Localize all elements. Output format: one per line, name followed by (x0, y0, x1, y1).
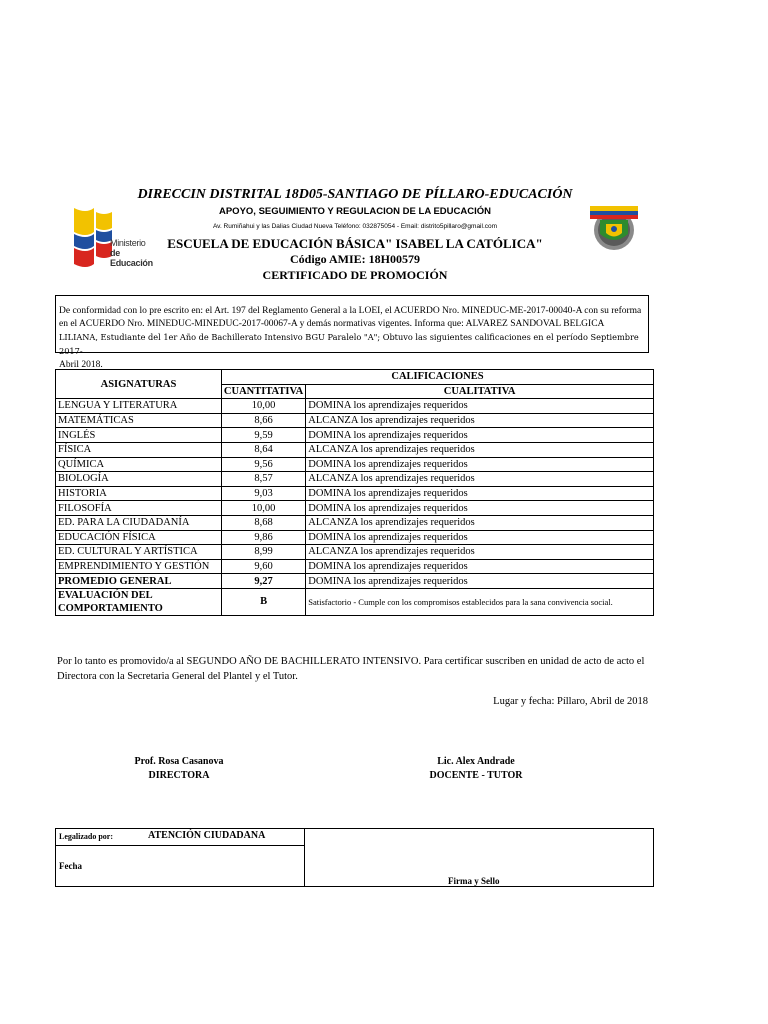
subject-cell: INGLÉS (56, 428, 222, 443)
grades-table (55, 369, 654, 616)
score-cell: 8,66 (221, 413, 305, 428)
signature-right (376, 756, 576, 781)
score-cell: 8,68 (221, 515, 305, 530)
score-cell: 9,56 (221, 457, 305, 472)
average-score: 9,27 (221, 574, 305, 589)
subject-cell: FILOSOFÍA (56, 501, 222, 516)
average-label: PROMEDIO GENERAL (56, 574, 222, 589)
subject-cell: LENGUA Y LITERATURA (56, 399, 222, 414)
score-cell: 10,00 (221, 399, 305, 414)
amie-code: Código AMIE: 18H00579 (289, 252, 420, 266)
signature-left (79, 756, 279, 781)
score-cell: 9,60 (221, 559, 305, 574)
office-name: ATENCIÓN CIUDADANA (148, 830, 266, 841)
legalization-box (55, 828, 654, 887)
qualitative-cell: DOMINA los aprendizajes requeridos (306, 486, 654, 501)
subject-cell: EDUCACIÓN FÍSICA (56, 530, 222, 545)
grade-row (56, 501, 654, 516)
legalization-row (56, 829, 304, 846)
subject-cell: BIOLOGÍA (56, 472, 222, 487)
grade-row (56, 515, 654, 530)
qualitative-header: CUALITATIVA (306, 384, 654, 399)
qualitative-cell: DOMINA los aprendizajes requeridos (306, 399, 654, 414)
score-cell: 9,59 (221, 428, 305, 443)
qualitative-cell: DOMINA los aprendizajes requeridos (306, 457, 654, 472)
ministry-logo-line1: Ministerio (110, 238, 146, 248)
ministry-logo-line2: de Educación (110, 248, 153, 268)
grade-row (56, 428, 654, 443)
subtitle: APOYO, SEGUIMIENTO Y REGULACION DE LA EDUCACIÓN (218, 206, 491, 217)
qualitative-cell: ALCANZA los aprendizajes requeridos (306, 472, 654, 487)
qualitative-cell: ALCANZA los aprendizajes requeridos (306, 545, 654, 560)
grade-row (56, 457, 654, 472)
subject-cell: EMPRENDIMIENTO Y GESTIÓN (56, 559, 222, 574)
grade-row (56, 442, 654, 457)
qualitative-cell: ALCANZA los aprendizajes requeridos (306, 413, 654, 428)
director-role: DIRECTORA (148, 770, 210, 781)
behavior-label-line2: COMPORTAMIENTO (58, 602, 163, 614)
score-cell: 9,86 (221, 530, 305, 545)
subject-cell: QUÍMICA (56, 457, 222, 472)
grade-row (56, 545, 654, 560)
qualitative-cell: ALCANZA los aprendizajes requeridos (306, 442, 654, 457)
average-row (56, 574, 654, 589)
legalized-by-label: Legalizado por: (59, 832, 113, 841)
grade-row (56, 399, 654, 414)
district-title: DIRECCIN DISTRITAL 18D05-SANTIAGO DE PÍLLARO-EDUCACIÓN (137, 187, 573, 202)
stamp-label: Firma y Sello (448, 876, 500, 886)
subject-cell: HISTORIA (56, 486, 222, 501)
behavior-grade: B (221, 588, 305, 615)
grade-row (56, 530, 654, 545)
intro-student-text: LILIANA, Estudiante del 1er Año de Bachillerato Intensivo BGU Paralelo "A"; Obtuvo las siguientes calificaciones en el período Septiembre 2017- (59, 332, 639, 356)
qualitative-cell: DOMINA los aprendizajes requeridos (306, 428, 654, 443)
qualitative-cell: ALCANZA los aprendizajes requeridos (306, 515, 654, 530)
qualitative-cell: DOMINA los aprendizajes requeridos (306, 559, 654, 574)
director-name: Prof. Rosa Casanova (134, 756, 224, 767)
score-cell: 8,99 (221, 545, 305, 560)
grade-row (56, 413, 654, 428)
intro-text-end: Abril 2018. (59, 360, 103, 370)
behavior-label (56, 588, 222, 615)
qualitative-cell: DOMINA los aprendizajes requeridos (306, 530, 654, 545)
tutor-role: DOCENTE - TUTOR (429, 770, 523, 781)
grades-header: CALIFICACIONES (221, 370, 653, 385)
grade-row (56, 486, 654, 501)
tutor-name: Lic. Alex Andrade (437, 756, 515, 767)
grade-row (56, 472, 654, 487)
address-line: Av. Rumiñahui y las Dalias Ciudad Nueva Teléfono: 032875054 - Email: distrito5pillaro@gmail.com (212, 223, 498, 230)
legalization-left (56, 829, 305, 886)
score-cell: 9,03 (221, 486, 305, 501)
subject-cell: MATEMÁTICAS (56, 413, 222, 428)
intro-paragraph (55, 295, 649, 370)
school-name: ESCUELA DE EDUCACIÓN BÁSICA" ISABEL LA CATÓLICA" (167, 236, 543, 251)
intro-text: De conformidad con lo pre escrito en: el Art. 197 del Reglamento General a la LOEI, el ACUERDO Nro. MINEDUC-ME-2017-00040-A con su reforma en el ACUERDO Nro. MINEDUC-MINEDUC-2017-00067-A y demás normativas vigentes. Informa que: ALVAREZ SANDOVAL BELGICA (59, 306, 642, 329)
date-label: Fecha (59, 861, 82, 871)
score-cell: 10,00 (221, 501, 305, 516)
subject-cell: ED. PARA LA CIUDADANÍA (56, 515, 222, 530)
behavior-row (56, 588, 654, 615)
subject-cell: ED. CULTURAL Y ARTÍSTICA (56, 545, 222, 560)
behavior-label-line1: EVALUACIÓN DEL (58, 589, 153, 601)
grade-row (56, 559, 654, 574)
score-cell: 8,64 (221, 442, 305, 457)
subject-cell: FÍSICA (56, 442, 222, 457)
promotion-text: Por lo tanto es promovido/a al SEGUNDO AÑO DE BACHILLERATO INTENSIVO. Para certificar suscriben en unidad de acto de acto el Directora con la Secretaria General del Plantel y el Tutor. (57, 656, 645, 682)
average-qual: DOMINA los aprendizajes requeridos (306, 574, 654, 589)
score-cell: 8,57 (221, 472, 305, 487)
subjects-header: ASIGNATURAS (56, 370, 222, 399)
place-date: Lugar y fecha: Píllaro, Abril de 2018 (493, 696, 648, 707)
qualitative-cell: DOMINA los aprendizajes requeridos (306, 501, 654, 516)
quantitative-header: CUANTITATIVA (221, 384, 305, 399)
document-title: CERTIFICADO DE PROMOCIÓN (262, 268, 448, 282)
behavior-desc: Satisfactorio - Cumple con los compromisos establecidos para la sana convivencia social. (306, 588, 654, 615)
